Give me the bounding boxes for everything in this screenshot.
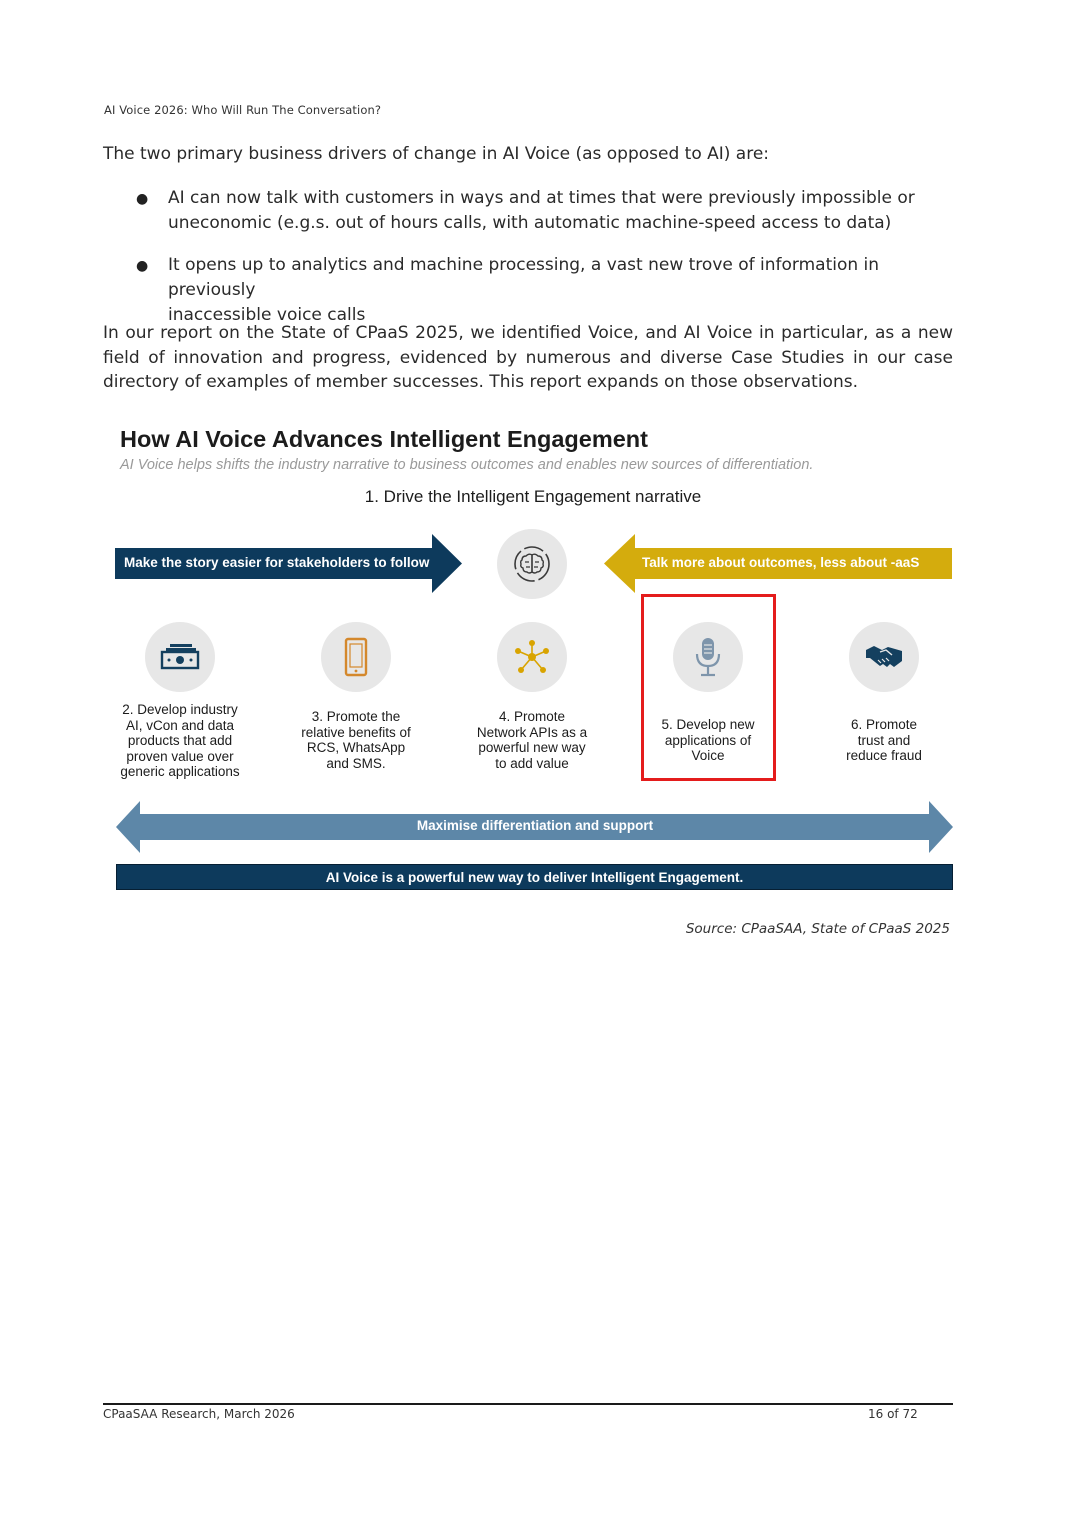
- item-text: 5. Develop new applications of Voice: [661, 717, 755, 763]
- money-icon: [160, 642, 200, 672]
- double-arrow-text: Maximise differentiation and support: [416, 818, 654, 833]
- item-circle: [497, 622, 567, 692]
- bullet-line: It opens up to analytics and machine processing, a vast new trove of information in previously: [168, 255, 880, 300]
- item-circle: [321, 622, 391, 692]
- footer-left: CPaaSAA Research, March 2026: [103, 1407, 295, 1421]
- item-text: 6. Promote trust and reduce fraud: [846, 717, 922, 763]
- bottom-band: AI Voice is a powerful new way to deliver Intelligent Engagement.: [116, 864, 953, 890]
- body-paragraph: In our report on the State of CPaaS 2025, we identified Voice, and AI Voice in particular, as a new field of innovation and progress, evidenced by numerous and diverse Case Studies in our case directory of examples of member successes. This report expands on those observations.: [103, 323, 953, 393]
- network-icon: [512, 637, 552, 677]
- footer-divider: [103, 1403, 953, 1405]
- figure-source: Source: CPaaSAA, State of CPaaS 2025: [685, 921, 950, 937]
- bullet-item-1: [168, 186, 958, 236]
- handshake-icon: [864, 642, 904, 672]
- right-arrow-text: Talk more about outcomes, less about -aaS: [642, 555, 920, 570]
- bullet-dot: ●: [136, 191, 149, 207]
- figure-subtitle: AI Voice helps shifts the industry narrative to business outcomes and enables new sources of differentiation.: [120, 457, 814, 473]
- intro-sentence: The two primary business drivers of change in AI Voice (as opposed to AI) are:: [103, 144, 770, 164]
- item-text: 3. Promote the relative benefits of RCS, WhatsApp and SMS.: [301, 709, 411, 771]
- figure-step-1: 1. Drive the Intelligent Engagement narrative: [364, 487, 702, 506]
- brain-icon: [510, 542, 554, 586]
- item-circle: [849, 622, 919, 692]
- item-text: 4. Promote Network APIs as a powerful new way to add value: [476, 709, 588, 771]
- highlight-box: [641, 594, 776, 781]
- left-arrow-text: Make the story easier for stakeholders to follow: [124, 555, 430, 570]
- item-text: 2. Develop industry AI, vCon and data products that add proven value over generic applications: [120, 702, 240, 779]
- center-circle: [497, 529, 567, 599]
- running-header: AI Voice 2026: Who Will Run The Conversation?: [104, 103, 382, 117]
- bullet-dot: ●: [136, 258, 149, 274]
- bullet-line: inaccessible voice calls: [168, 305, 366, 325]
- bullet-line: AI can now talk with customers in ways and at times that were previously impossible or: [168, 188, 915, 208]
- bullet-line: uneconomic (e.g.s. out of hours calls, with automatic machine-speed access to data): [168, 213, 892, 233]
- bullet-item-2: [168, 253, 958, 328]
- figure-title: How AI Voice Advances Intelligent Engagement: [120, 426, 648, 452]
- smartphone-icon: [343, 637, 369, 677]
- item-circle: [145, 622, 215, 692]
- page-number: 16 of 72: [868, 1407, 918, 1421]
